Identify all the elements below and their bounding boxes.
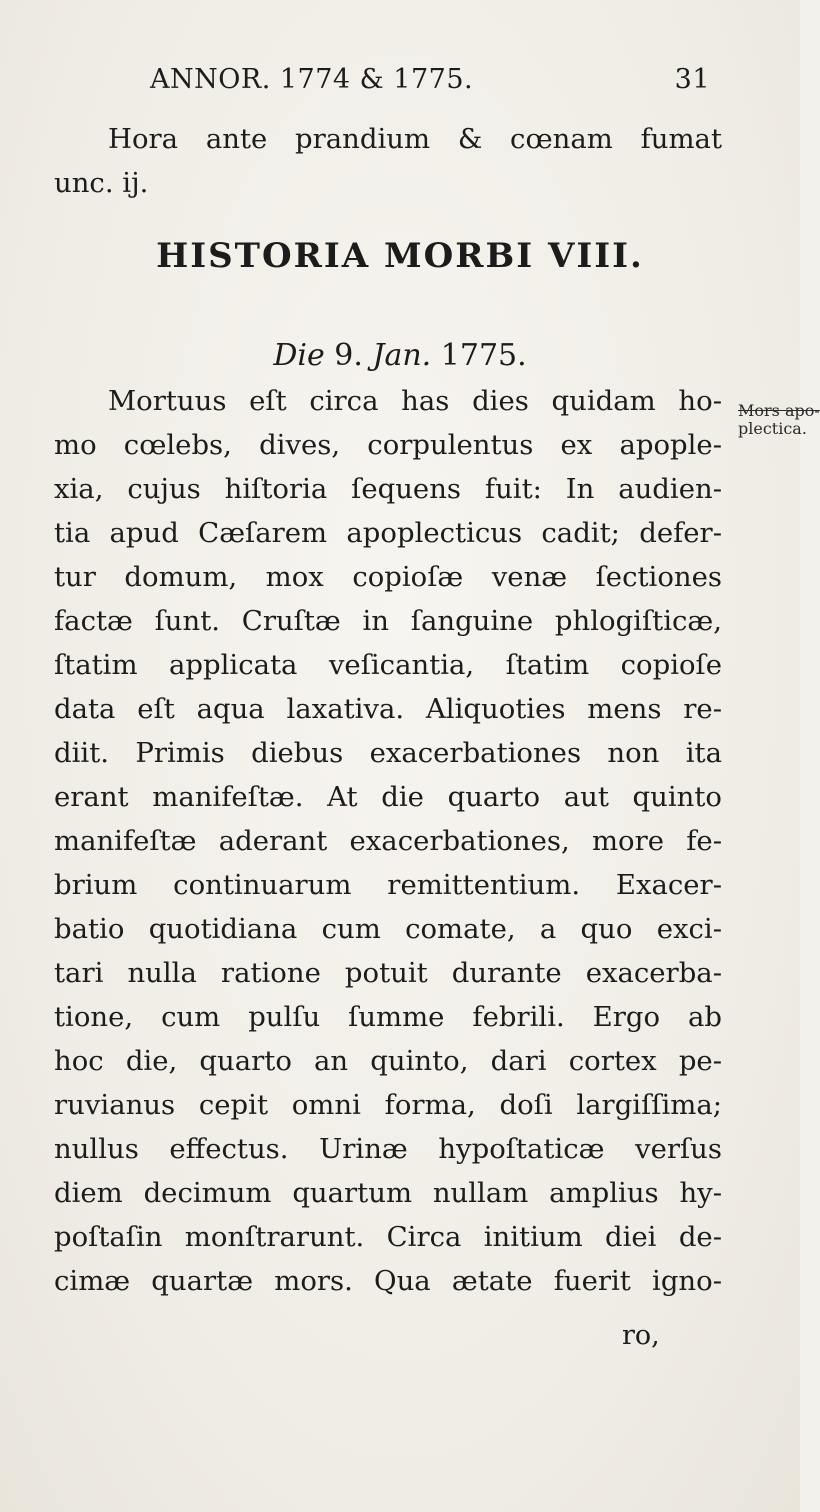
- body-line-7: ſtatim applicata veſicantia, ſtatim copioſe: [54, 649, 722, 681]
- body-line-17: ruvianus cepit omni forma, doſi largiſſima;: [54, 1089, 722, 1121]
- date-prefix: Die: [273, 338, 325, 373]
- page-header: [150, 64, 710, 104]
- body-line-16: hoc die, quarto an quinto, dari cortex pe-: [54, 1045, 722, 1077]
- body-line-12: brium continuarum remittentium. Exacer-: [54, 869, 722, 901]
- body-line-1: Mortuus eſt circa has dies quidam ho-: [108, 385, 722, 417]
- body-line-10: erant manifeſtæ. At die quarto aut quinto: [54, 781, 722, 813]
- body-line-15: tione, cum pulſu ſumme febrili. Ergo ab: [54, 1001, 722, 1033]
- body-line-2: mo cœlebs, dives, corpulentus ex apople-: [54, 429, 722, 461]
- page-number: 31: [674, 64, 710, 95]
- date-day: 9.: [334, 338, 363, 373]
- body-line-4: tia apud Cæſarem apoplecticus cadit; defer-: [54, 517, 722, 549]
- body-line-20: poſtaſin monſtrarunt. Circa initium diei de-: [54, 1221, 722, 1253]
- body-line-5: tur domum, mox copioſæ venæ ſectiones: [54, 561, 722, 593]
- body-line-11: manifeſtæ aderant exacerbationes, more fe-: [54, 825, 722, 857]
- intro-line-1: Hora ante prandium & cœnam fumat: [108, 123, 722, 155]
- intro-line-2: unc. ij.: [54, 167, 149, 199]
- body-line-3: xia, cujus hiſtoria ſequens fuit: In audien-: [54, 473, 722, 505]
- date-year: 1775.: [440, 338, 527, 373]
- body-line-9: diit. Primis diebus exacerbationes non ita: [54, 737, 722, 769]
- body-line-19: diem decimum quartum nullam amplius hy-: [54, 1177, 722, 1209]
- date-month: Jan.: [372, 338, 432, 373]
- body-line-21: cimæ quartæ mors. Qua ætate fuerit igno-: [54, 1265, 722, 1297]
- margin-note-line-1: Mors apo-: [738, 401, 820, 420]
- running-title: ANNOR. 1774 & 1775.: [150, 64, 474, 95]
- body-line-8: data eſt aqua laxativa. Aliquoties mens re-: [54, 693, 722, 725]
- body-line-6: factæ ſunt. Cruſtæ in ſanguine phlogiſticæ,: [54, 605, 722, 637]
- margin-note-line-2: plectica.: [738, 419, 807, 438]
- catchword: ro,: [622, 1320, 660, 1351]
- body-line-13: batio quotidiana cum comate, a quo exci-: [54, 913, 722, 945]
- margin-note: [738, 402, 820, 438]
- section-heading: HISTORIA MORBI VIII.: [156, 236, 644, 276]
- body-line-14: tari nulla ratione potuit durante exacerba-: [54, 957, 722, 989]
- dateline: [0, 338, 800, 373]
- body-line-18: nullus effectus. Urinæ hypoſtaticæ verſus: [54, 1133, 722, 1165]
